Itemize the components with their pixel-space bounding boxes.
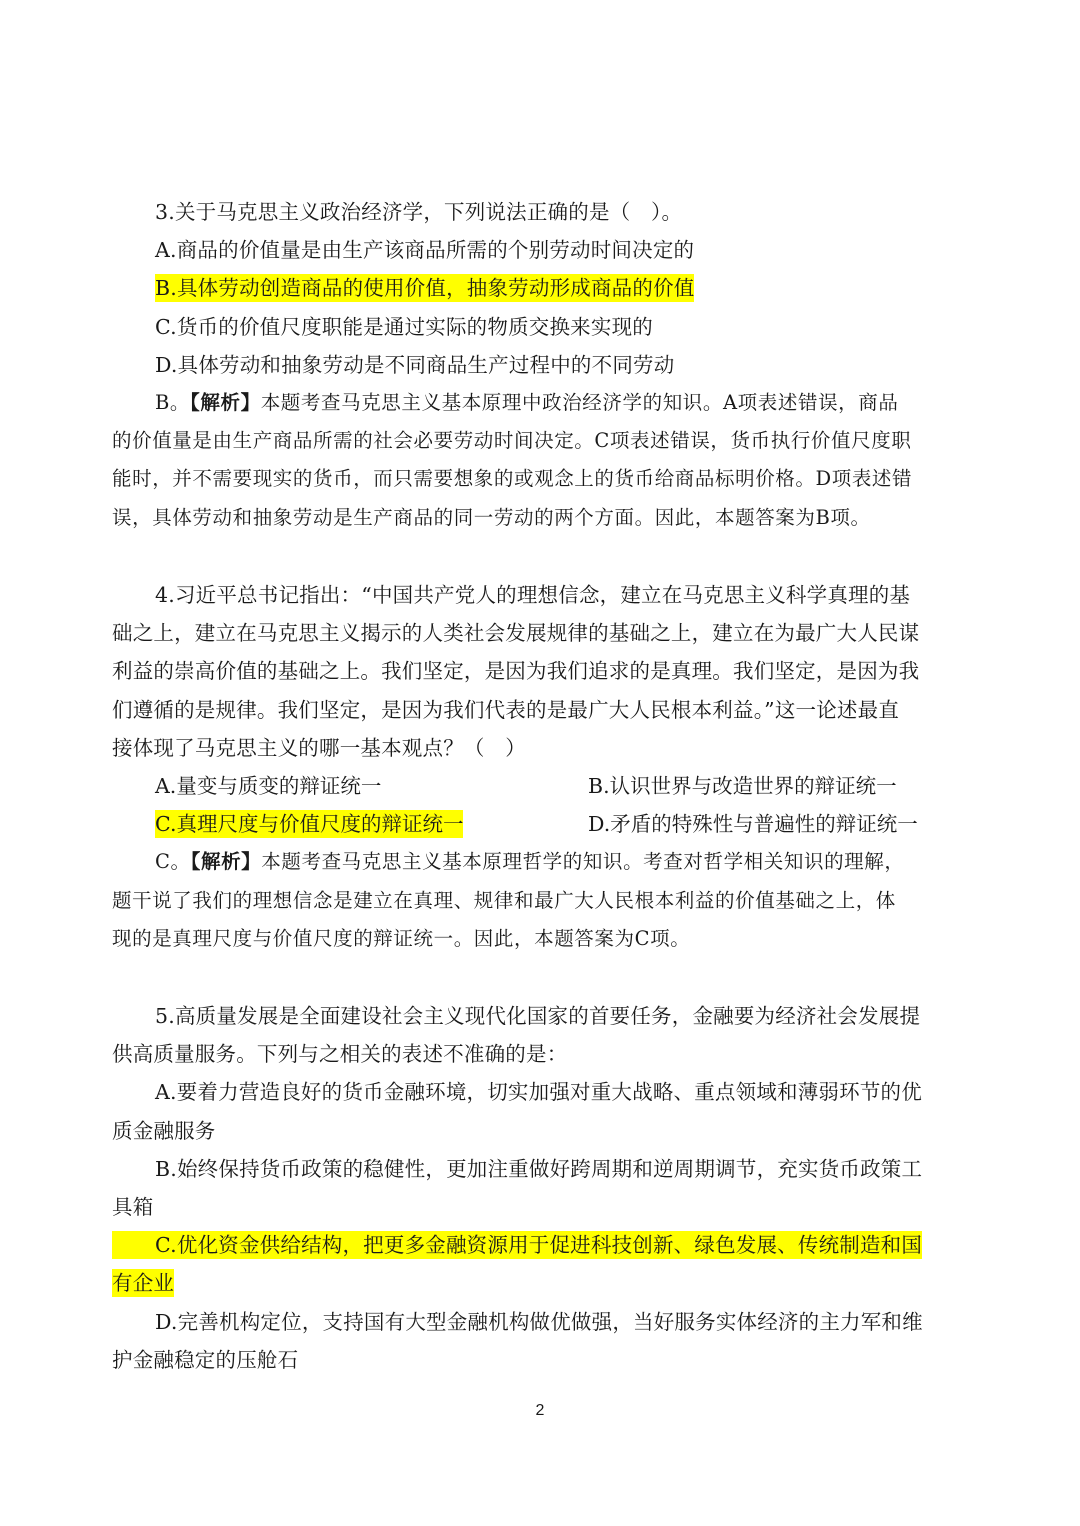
analysis-tag: 【解析】	[190, 390, 261, 414]
highlighted-answer: B.具体劳动创造商品的使用价值，抽象劳动形成商品的价值	[155, 276, 695, 301]
question-5-option-c-line-1	[112, 1226, 970, 1264]
analysis-text: 本题考查马克思主义基本原理哲学的知识。考查对哲学相关知识的理解，	[261, 850, 905, 874]
answer-letter: C。	[155, 850, 191, 874]
question-5-stem-line-2: 供高质量服务。下列与之相关的表述不准确的是：	[112, 1042, 568, 1067]
answer-letter: B。	[155, 390, 191, 414]
question-4-analysis-line-3: 现的是真理尺度与价值尺度的辩证统一。因此，本题答案为C项。	[112, 926, 691, 950]
question-4-option-c	[112, 805, 588, 843]
question-5	[112, 997, 970, 1379]
question-4-options-row-1	[112, 767, 970, 805]
question-5-option-b-line-1: B.始终保持货币政策的稳健性，更加注重做好跨周期和逆周期调节，充实货币政策工	[155, 1156, 923, 1181]
question-5-option-a-line-1: A.要着力营造良好的货币金融环境，切实加强对重大战略、重点领域和薄弱环节的优	[155, 1080, 922, 1105]
question-3-analysis-line-1	[112, 384, 970, 422]
question-4-stem-line-5: 接体现了马克思主义的哪一基本观点？（ ）	[112, 735, 526, 760]
question-4-options-row-2	[112, 805, 970, 843]
question-4-stem-line-1: 4.习近平总书记指出：“中国共产党人的理想信念，建立在马克思主义科学真理的基	[155, 583, 911, 607]
analysis-text: 本题考查马克思主义基本原理中政治经济学的知识。A项表述错误，商品	[260, 390, 899, 414]
page-number: 2	[535, 1402, 545, 1419]
question-5-option-d-line-2: 护金融稳定的压舱石	[112, 1347, 299, 1372]
question-5-option-d-line-1: D.完善机构定位，支持国有大型金融机构做优做强，当好服务实体经济的主力军和维	[155, 1309, 923, 1334]
question-5-option-b-line-2: 具箱	[112, 1194, 154, 1219]
question-4-stem-line-3: 利益的崇高价值的基础之上。我们坚定，是因为我们追求的是真理。我们坚定，是因为我	[112, 659, 920, 684]
question-4	[112, 576, 970, 958]
question-5-option-c-line-2	[112, 1264, 970, 1302]
question-3-analysis-line-3: 能时，并不需要现实的货币，而只需要想象的或观念上的货币给商品标明价格。D项表述错	[112, 467, 913, 491]
analysis-tag: 【解析】	[190, 850, 262, 874]
question-3-option-b	[112, 269, 970, 307]
question-3-option-c: C.货币的价值尺度职能是通过实际的物质交换来实现的	[155, 314, 653, 339]
question-3-option-d: D.具体劳动和抽象劳动是不同商品生产过程中的不同劳动	[155, 352, 675, 377]
question-3-analysis-line-2: 的价值量是由生产商品所需的社会必要劳动时间决定。C项表述错误，货币执行价值尺度职	[112, 429, 912, 453]
question-5-option-a-line-2: 质金融服务	[112, 1118, 216, 1143]
question-4-option-d: D.矛盾的特殊性与普遍性的辩证统一	[588, 812, 918, 837]
highlighted-answer: C.优化资金供给结构，把更多金融资源用于促进科技创新、绿色发展、传统制造和国	[112, 1231, 922, 1259]
question-5-stem-line-1: 5.高质量发展是全面建设社会主义现代化国家的首要任务，金融要为经济社会发展提	[155, 1004, 921, 1028]
highlighted-answer: C.真理尺度与价值尺度的辩证统一	[155, 812, 464, 837]
question-4-analysis-line-2: 题干说了我们的理想信念是建立在真理、规律和最广大人民根本利益的价值基础之上，体	[112, 888, 896, 912]
question-3-stem: 3.关于马克思主义政治经济学，下列说法正确的是（ ）。	[155, 200, 683, 224]
question-3-option-a: A.商品的价值量是由生产该商品所需的个别劳动时间决定的	[155, 238, 695, 263]
question-4-option-a: A.量变与质变的辩证统一	[155, 773, 382, 798]
question-4-option-b: B.认识世界与改造世界的辩证统一	[588, 773, 897, 798]
question-4-analysis-line-1	[112, 843, 970, 881]
question-3	[112, 193, 970, 537]
question-3-analysis-line-4: 误，具体劳动和抽象劳动是生产商品的同一劳动的两个方面。因此，本题答案为B项。	[112, 505, 871, 529]
question-4-stem-line-4: 们遵循的是规律。我们坚定，是因为我们代表的是最广大人民根本利益。”这一论述最直	[112, 697, 900, 722]
highlighted-answer-continued: 有企业	[112, 1271, 175, 1296]
question-4-stem-line-2: 础之上，建立在马克思主义揭示的人类社会发展规律的基础之上，建立在为最广大人民谋	[112, 621, 920, 646]
